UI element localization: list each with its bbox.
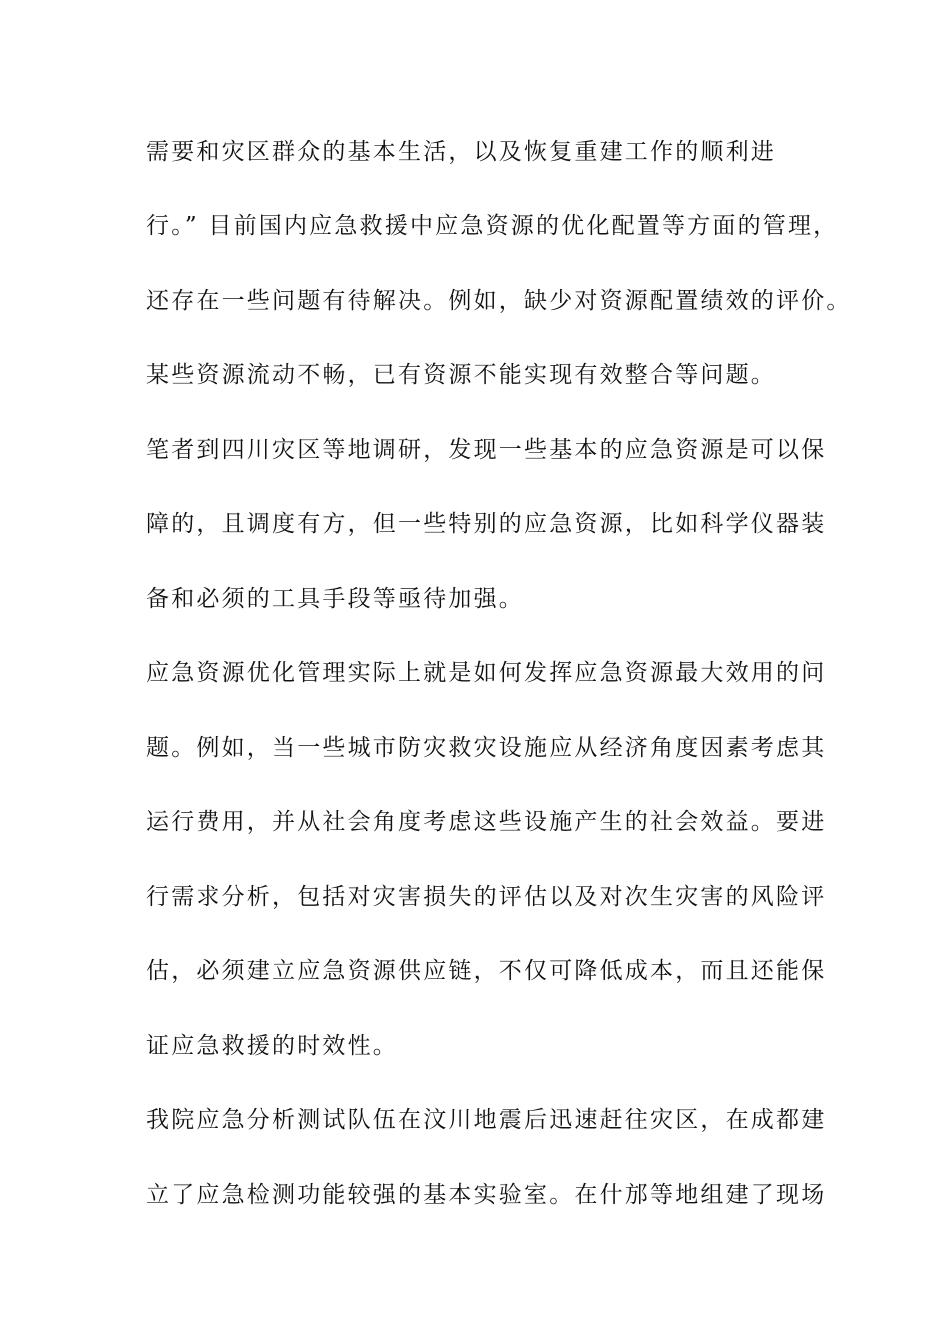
text-line: 我院应急分析测试队伍在汶川地震后迅速赶往灾区，在成都建 xyxy=(146,1107,827,1133)
text-line: 某些资源流动不畅，已有资源不能实现有效整合等问题。 xyxy=(146,362,776,388)
text-line: 备和必须的工具手段等亟待加强。 xyxy=(146,586,524,612)
text-line: 笔者到四川灾区等地调研，发现一些基本的应急资源是可以保 xyxy=(146,437,827,463)
text-line: 行。” 目前国内应急救援中应急资源的优化配置等方面的管理， xyxy=(146,213,839,239)
text-line: 应急资源优化管理实际上就是如何发挥应急资源最大效用的问 xyxy=(146,660,827,686)
text-line: 需要和灾区群众的基本生活，以及恢复重建工作的顺利进 xyxy=(146,139,776,165)
text-line: 题。例如，当一些城市防灾救灾设施应从经济角度因素考虑其 xyxy=(146,735,827,761)
text-line: 估，必须建立应急资源供应链，不仅可降低成本，而且还能保 xyxy=(146,958,827,984)
text-line: 行需求分析，包括对灾害损失的评估以及对次生灾害的风险评 xyxy=(146,884,827,910)
text-line: 证应急救援的时效性。 xyxy=(146,1033,398,1059)
text-line: 障的，且调度有方，但一些特别的应急资源，比如科学仪器装 xyxy=(146,511,827,537)
text-line: 还存在一些问题有待解决。例如，缺少对资源配置绩效的评价。 xyxy=(146,288,852,314)
text-line: 立了应急检测功能较强的基本实验室。在什邡等地组建了现场 xyxy=(146,1182,827,1208)
text-line: 运行费用，并从社会角度考虑这些设施产生的社会效益。要进 xyxy=(146,809,827,835)
